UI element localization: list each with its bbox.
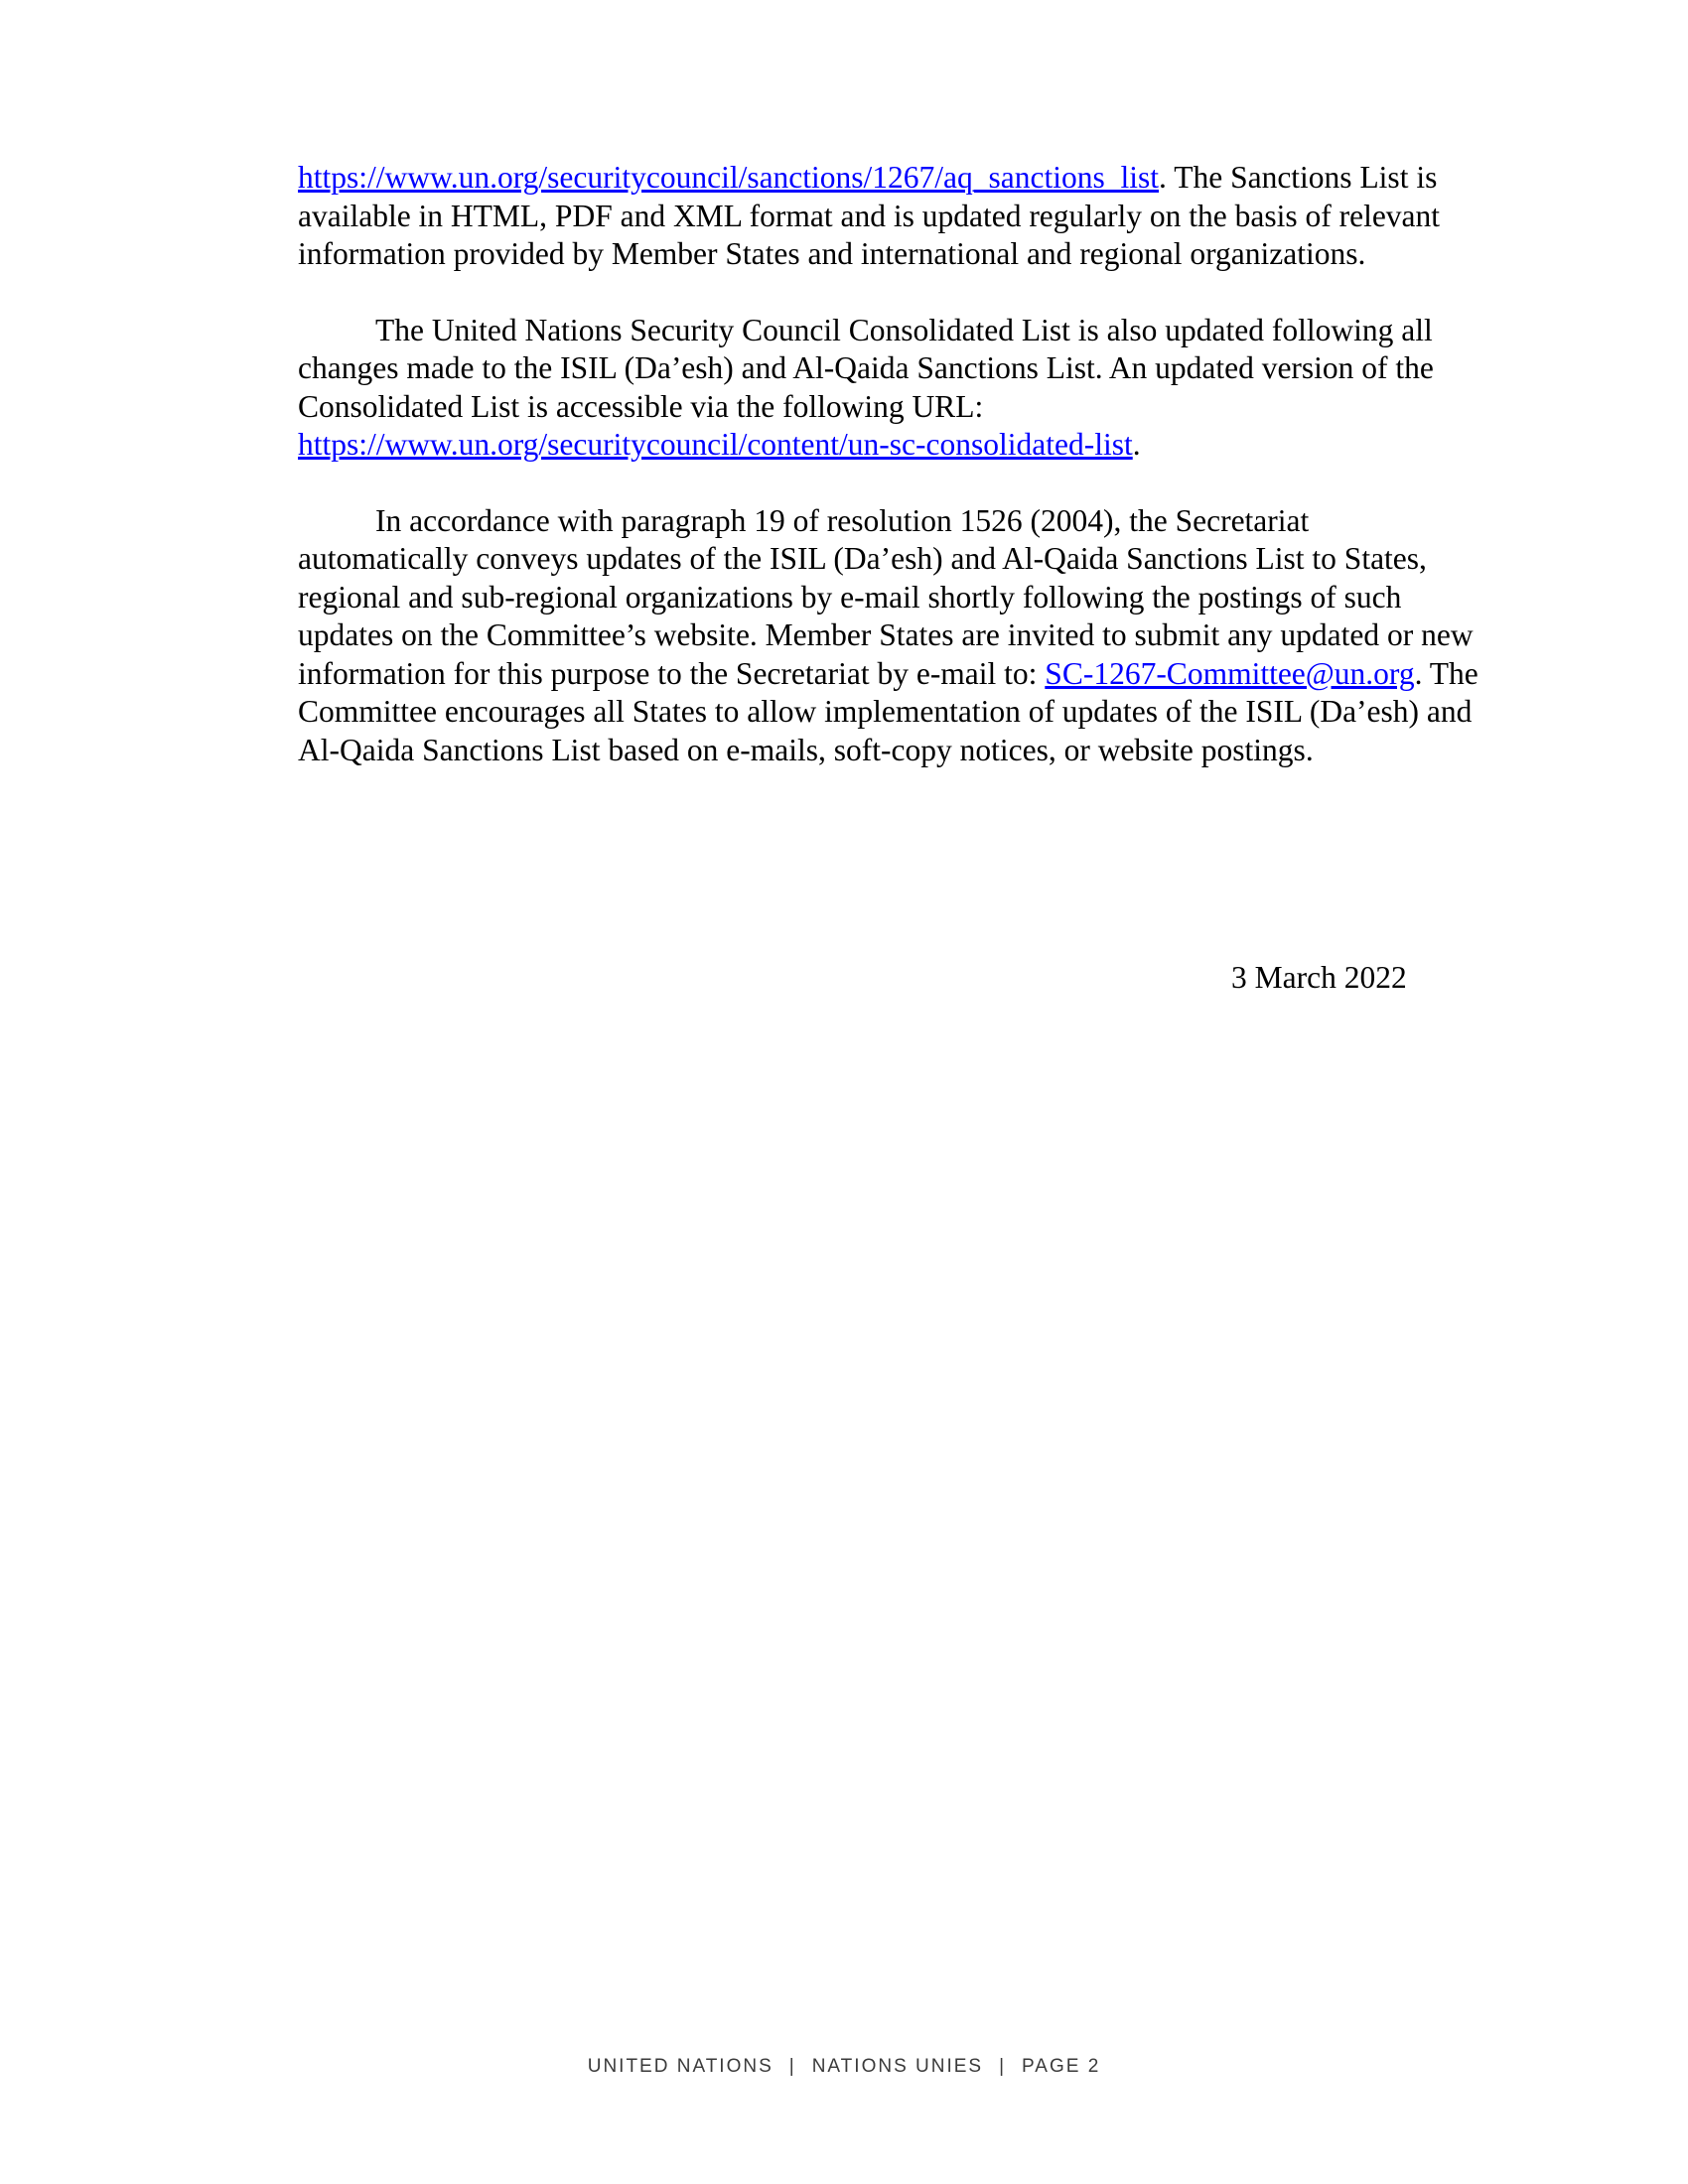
footer-page-number: PAGE 2 [1022,2056,1101,2077]
paragraph-updates [298,502,1479,770]
paragraph-updates-text: In accordance with paragraph 19 of resolution 1526 (2004), the Secretariat automatically conveys updates of the ISIL (Da’esh) and Al-Qaida Sanctions List to States, regional and sub-regional organizations by e-mail shortly following the postings of such updates on the Committee’s website. Member States are invited to submit any updated or new information for this purpose to the Secretariat by e-mail to: [298,502,1474,691]
footer-separator: | [999,2056,1007,2077]
document-date: 3 March 2022 [1231,960,1407,995]
sanctions-list-link[interactable]: https://www.un.org/securitycouncil/sanctions/1267/aq_sanctions_list [298,160,1160,195]
paragraph-consolidated-list [298,312,1479,465]
paragraph-consolidated-list-end: . [1132,427,1141,462]
page-footer [0,2056,1688,2078]
paragraph-sanctions-list [298,159,1479,274]
footer-org-en: UNITED NATIONS [587,2056,774,2077]
footer-separator: | [788,2056,796,2077]
committee-email-link[interactable]: SC-1267-Committee@un.org [1045,655,1415,691]
paragraph-updates-end: . The Committee encourages all States to allow implementation of updates of the ISIL (Da’esh) and Al-Qaida Sanctions List based on e-mails, soft-copy notices, or website postings. [298,655,1478,767]
document-body [298,159,1479,807]
paragraph-sanctions-list-text: . The Sanctions List is available in HTML, PDF and XML format and is updated regularly on the basis of relevant information provided by Member States and international and regional organizations. [298,160,1441,271]
paragraph-consolidated-list-text: The United Nations Security Council Consolidated List is also updated following all changes made to the ISIL (Da’esh) and Al-Qaida Sanctions List. An updated version of the Consolidated List is accessible via the following URL: [298,312,1434,424]
consolidated-list-link[interactable]: https://www.un.org/securitycouncil/content/un-sc-consolidated-list [298,427,1133,462]
footer-org-fr: NATIONS UNIES [811,2056,984,2077]
